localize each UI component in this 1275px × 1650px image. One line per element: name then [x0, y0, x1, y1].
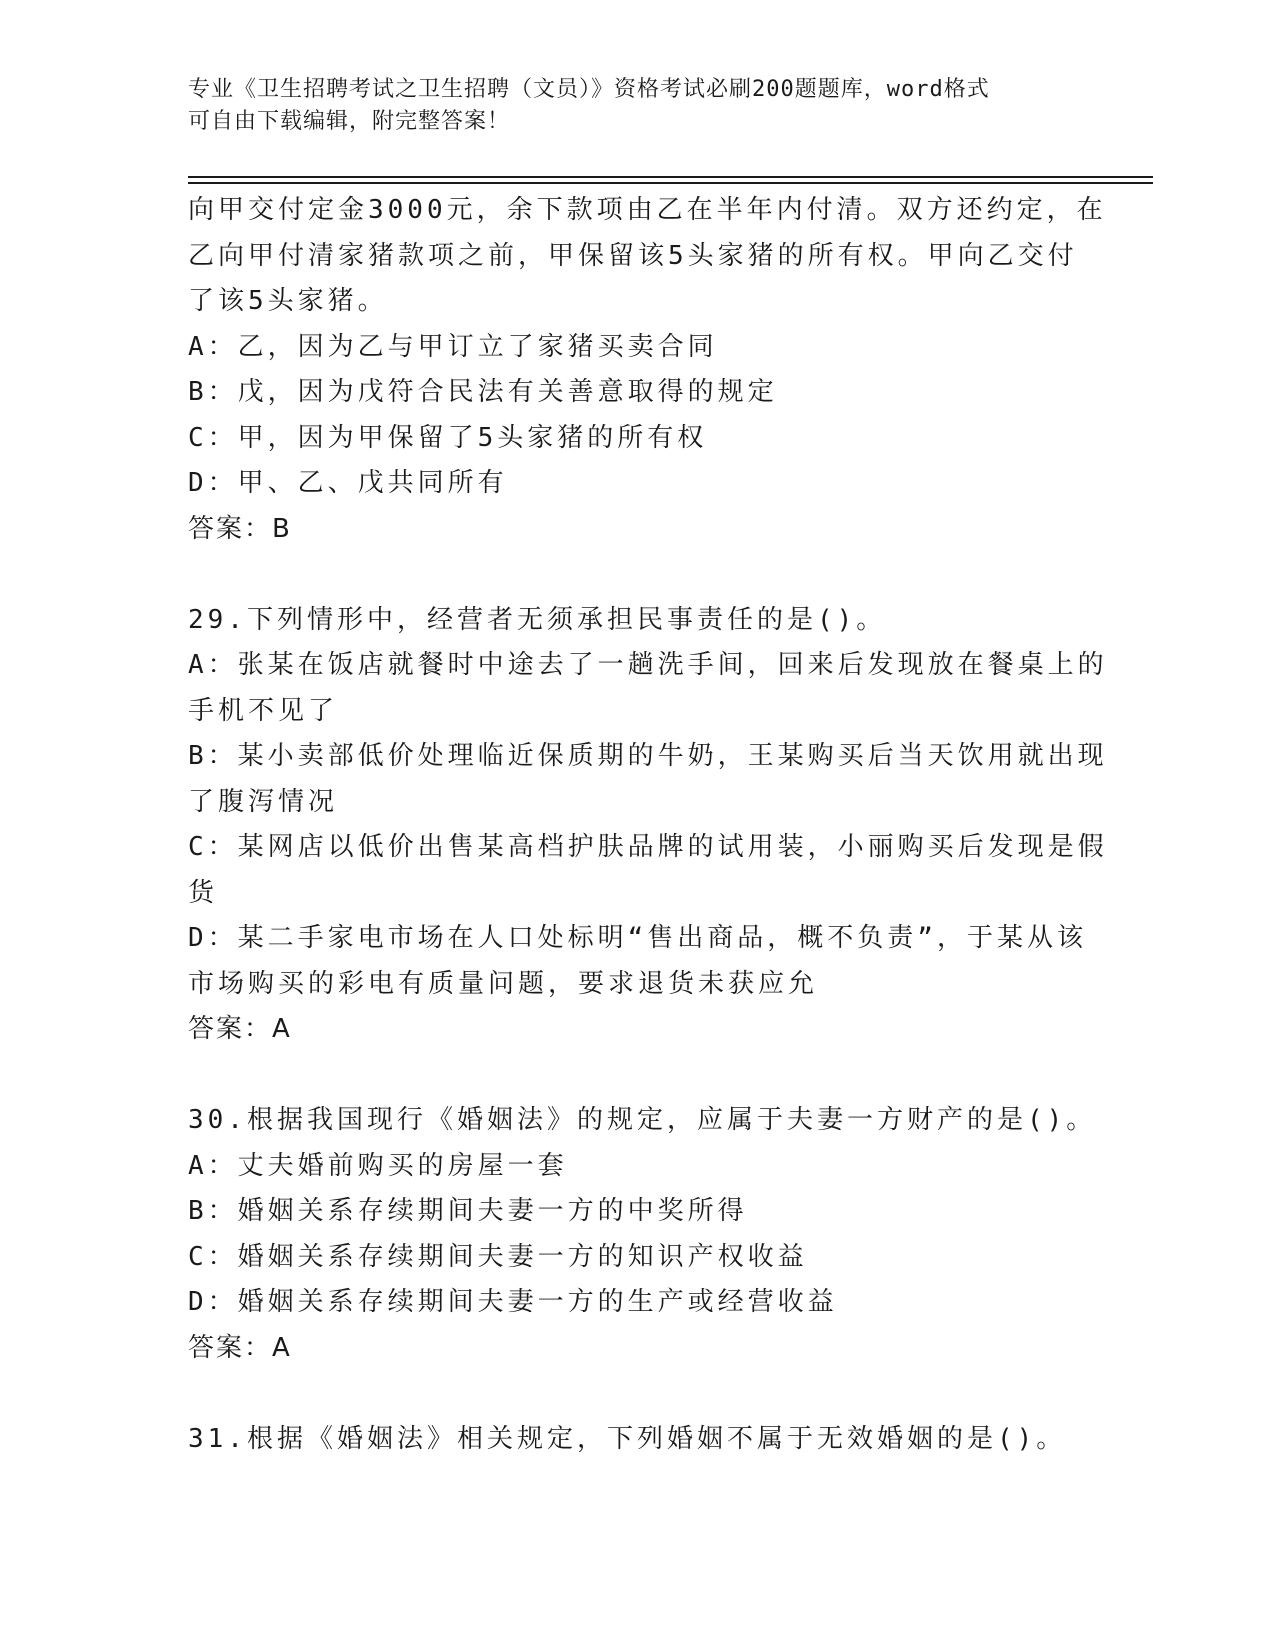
- question-31: [188, 1417, 1068, 1463]
- spacer: [188, 1053, 1068, 1099]
- option-a-continued: 手机不见了: [188, 695, 339, 726]
- option-c: C：婚姻关系存续期间夫妻一方的知识产权收益: [188, 1241, 808, 1272]
- spacer: [188, 1371, 1068, 1417]
- question-text-line: 乙向甲付清家猪款项之前，甲保留该5头家猪的所有权。甲向乙交付: [188, 240, 1078, 271]
- question-text-line: 向甲交付定金3000元，余下款项由乙在半年内付清。双方还约定，在: [188, 195, 1107, 225]
- option-d-continued: 市场购买的彩电有质量问题，要求退货未获应允: [188, 968, 819, 999]
- question-text-line: 了该5头家猪。: [188, 286, 388, 316]
- question-stem: 29.下列情形中，经营者无须承担民事责任的是()。: [188, 604, 887, 635]
- option-a: A：丈夫婚前购买的房屋一套: [188, 1150, 568, 1181]
- option-d: D：甲、乙、戊共同所有: [188, 468, 508, 498]
- option-b: B：某小卖部低价处理临近保质期的牛奶，王某购买后当天饮用就出现: [188, 741, 1108, 771]
- question-29: [188, 598, 1108, 1053]
- option-b: B：戊，因为戊符合民法有关善意取得的规定: [188, 377, 778, 407]
- question-stem: 30.根据我国现行《婚姻法》的规定，应属于夫妻一方财产的是()。: [188, 1105, 1097, 1135]
- question-28: [188, 188, 1107, 552]
- option-c: C：某网店以低价出售某高档护肤品牌的试用装，小丽购买后发现是假: [188, 832, 1108, 862]
- answer-label: 答案：A: [188, 1332, 292, 1363]
- header-rule-bottom: [188, 182, 1153, 184]
- header-line-1: 专业《卫生招聘考试之卫生招聘（文员）》资格考试必刷200题题库，word格式: [188, 77, 990, 102]
- header-line-2: 可自由下载编辑，附完整答案！: [188, 109, 511, 134]
- question-stem: 31.根据《婚姻法》相关规定，下列婚姻不属于无效婚姻的是()。: [188, 1423, 1067, 1454]
- option-d: D：婚姻关系存续期间夫妻一方的生产或经营收益: [188, 1287, 838, 1317]
- option-b-continued: 了腹泻情况: [188, 786, 339, 817]
- header-rule-top: [188, 176, 1153, 178]
- option-b: B：婚姻关系存续期间夫妻一方的中奖所得: [188, 1196, 748, 1226]
- question-content: [188, 188, 1108, 1462]
- answer-label: 答案：A: [188, 1014, 292, 1044]
- document-header: [188, 74, 1068, 138]
- option-c-continued: 货: [188, 877, 219, 908]
- answer-label: 答案：B: [188, 513, 292, 544]
- option-d: D：某二手家电市场在人口处标明“售出商品，概不负责”，于某从该: [188, 923, 1087, 953]
- option-a: A：乙，因为乙与甲订立了家猪买卖合同: [188, 331, 718, 362]
- spacer: [188, 552, 1068, 598]
- question-30: [188, 1098, 1097, 1371]
- option-c: C：甲，因为甲保留了5头家猪的所有权: [188, 422, 708, 453]
- option-a: A：张某在饭店就餐时中途去了一趟洗手间，回来后发现放在餐桌上的: [188, 650, 1108, 680]
